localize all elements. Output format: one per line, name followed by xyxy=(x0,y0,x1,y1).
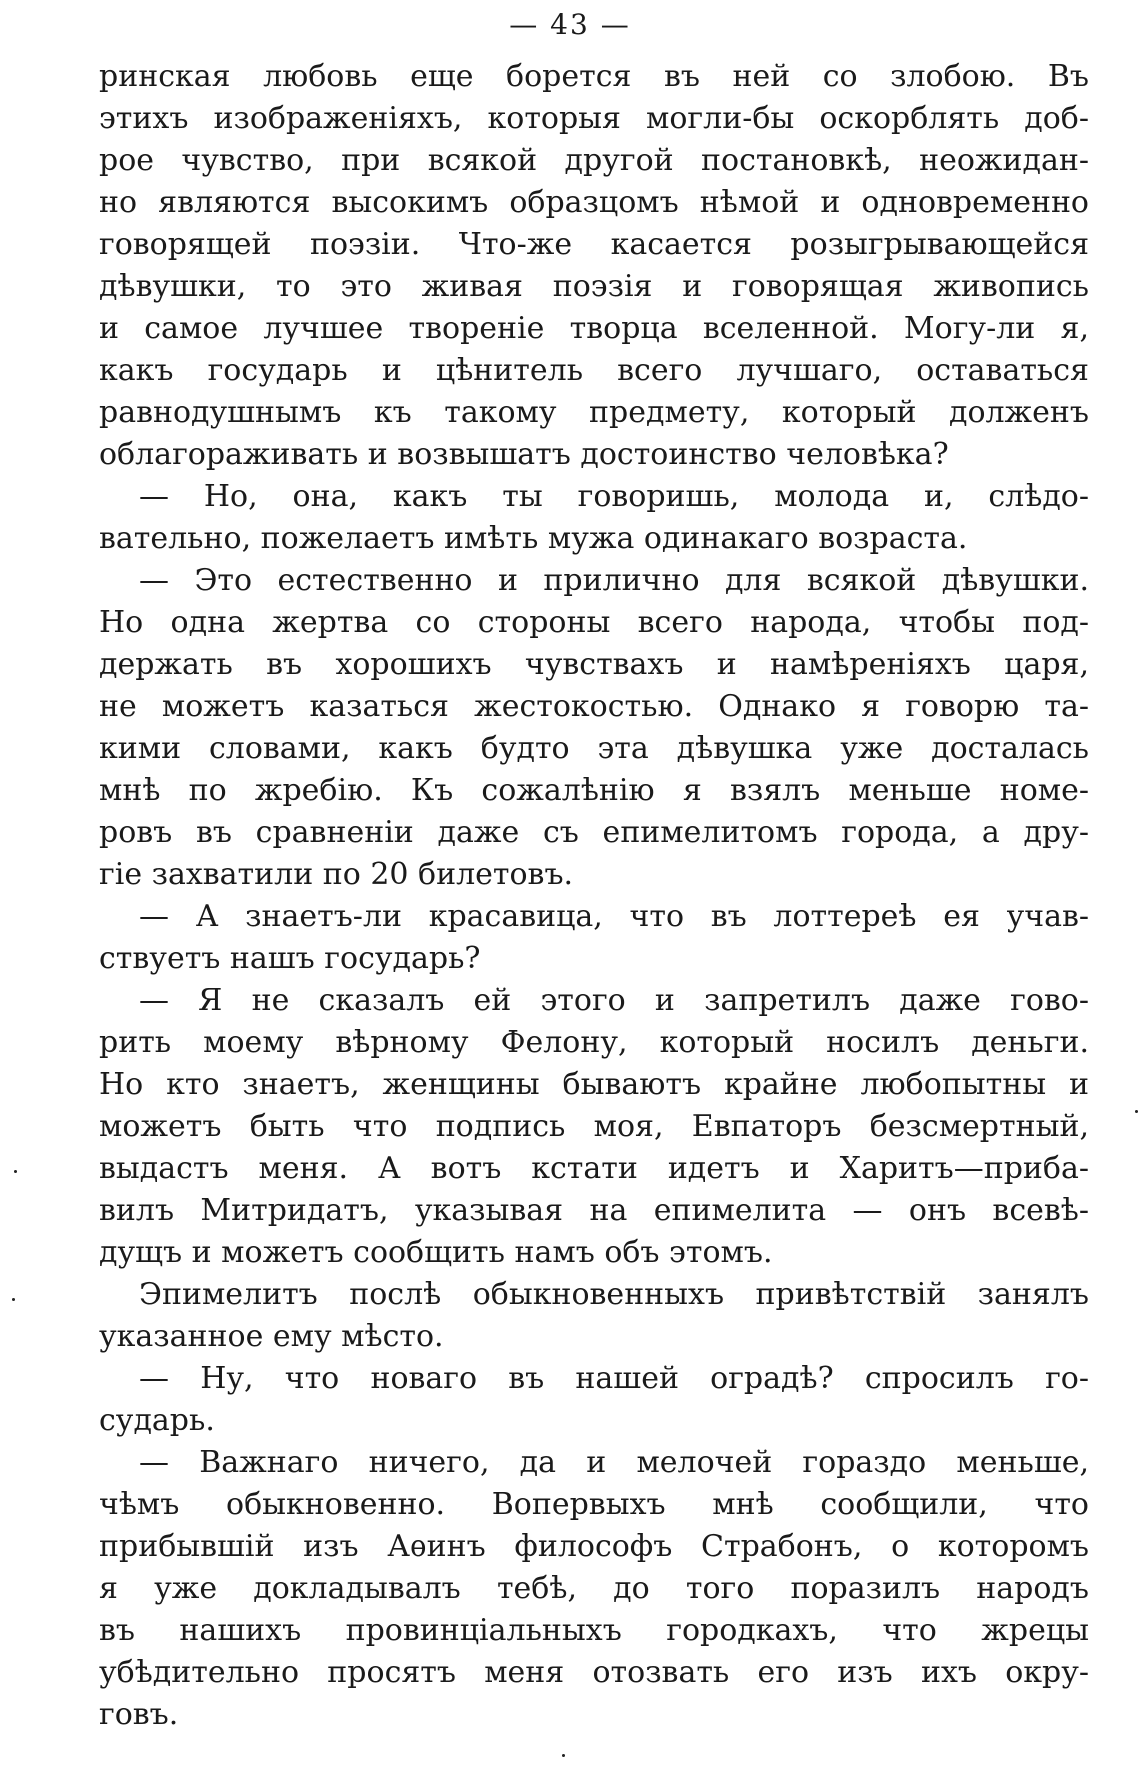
text-line: ствуетъ нашъ государь? xyxy=(99,941,481,976)
text-line: — Я не сказалъ ей этого и запретилъ даже гово- xyxy=(139,983,1089,1018)
text-line: выдастъ меня. А вотъ кстати идетъ и Харитъ—прибa- xyxy=(99,1151,1089,1186)
text-line: чѣмъ обыкновенно. Вопервыхъ мнѣ сообщили, что xyxy=(99,1487,1089,1522)
text-line: ровъ въ сравненіи даже съ епимелитомъ города, а дру- xyxy=(99,815,1089,850)
text-line: и самое лучшее твореніе творца вселенной. Могу-ли я, xyxy=(99,311,1089,346)
text-line: сударь. xyxy=(99,1403,215,1438)
text-line: этихъ изображеніяхъ, которыя могли-бы оскорблять доб- xyxy=(99,101,1089,136)
text-line: говорящей поэзіи. Что-же касается розыгрывающейся xyxy=(99,227,1089,262)
body-text xyxy=(99,56,1089,1736)
text-line: я уже докладывалъ тебѣ, до того поразилъ народъ xyxy=(99,1571,1089,1606)
text-line: равнодушнымъ къ такому предмету, который долженъ xyxy=(99,395,1089,430)
print-speck xyxy=(562,1754,565,1757)
text-line: — Ну, что новаго въ нашей оградѣ? спросилъ го- xyxy=(139,1361,1089,1396)
text-line: держать въ хорошихъ чувствахъ и намѣреніяхъ царя, xyxy=(99,647,1089,682)
text-line: не можетъ казаться жестокостью. Однако я говорю та- xyxy=(99,689,1089,724)
text-line: вилъ Митридатъ, указывая на епимелита — онъ всевѣ- xyxy=(99,1193,1089,1228)
text-line: въ нашихъ провинціальныхъ городкахъ, что жрецы xyxy=(99,1613,1089,1648)
text-line: прибывшій изъ Аѳинъ философъ Страбонъ, о которомъ xyxy=(99,1529,1089,1564)
text-line: ринская любовь еще борется въ ней со злобою. Въ xyxy=(99,59,1089,94)
text-line: говъ. xyxy=(99,1697,179,1732)
text-line: Но одна жертва со стороны всего народа, чтобы под- xyxy=(99,605,1089,640)
print-speck xyxy=(12,1298,15,1301)
text-line: можетъ быть что подпись моя, Евпаторъ безсмертный, xyxy=(99,1109,1089,1144)
text-line: дущъ и можетъ сообщить намъ объ этомъ. xyxy=(99,1235,773,1270)
page-number: — 43 — xyxy=(509,8,631,41)
text-line: Но кто знаетъ, женщины бываютъ крайне любопытны и xyxy=(99,1067,1089,1102)
print-speck xyxy=(14,1170,17,1173)
text-line: какъ государь и цѣнитель всего лучшаго, оставаться xyxy=(99,353,1089,388)
text-line: но являются высокимъ образцомъ нѣмой и одновременно xyxy=(99,185,1089,220)
text-line: гіе захватили по 20 билетовъ. xyxy=(99,857,574,892)
text-line: облагораживать и возвышатъ достоинство человѣка? xyxy=(99,437,949,472)
text-line: мнѣ по жребію. Къ сожалѣнію я взялъ меньше номе- xyxy=(99,773,1089,808)
text-line: рить моему вѣрному Фелону, который носилъ деньги. xyxy=(99,1025,1089,1060)
text-line: дѣвушки, то это живая поэзія и говорящая живопись xyxy=(99,269,1089,304)
text-line: — А знаетъ-ли красавица, что въ лоттереѣ ея учав- xyxy=(139,899,1089,934)
text-line: — Это естественно и прилично для всякой дѣвушки. xyxy=(139,563,1089,598)
text-line: кими словами, какъ будто эта дѣвушка уже досталась xyxy=(99,731,1089,766)
print-speck xyxy=(1135,1110,1138,1113)
text-line: вательно, пожелаетъ имѣть мужа одинакаго возраста. xyxy=(99,521,968,556)
text-line: — Но, она, какъ ты говоришь, молода и, слѣдо- xyxy=(139,479,1089,514)
text-line: — Важнаго ничего, да и мелочей гораздо меньше, xyxy=(139,1445,1089,1480)
text-line: рое чувство, при всякой другой постановкѣ, неожидан- xyxy=(99,143,1089,178)
text-line: указанное ему мѣсто. xyxy=(99,1319,444,1354)
text-line: убѣдительно просятъ меня отозвать его изъ ихъ окру- xyxy=(99,1655,1089,1690)
text-line: Эпимелитъ послѣ обыкновенныхъ привѣтствій занялъ xyxy=(139,1277,1089,1312)
